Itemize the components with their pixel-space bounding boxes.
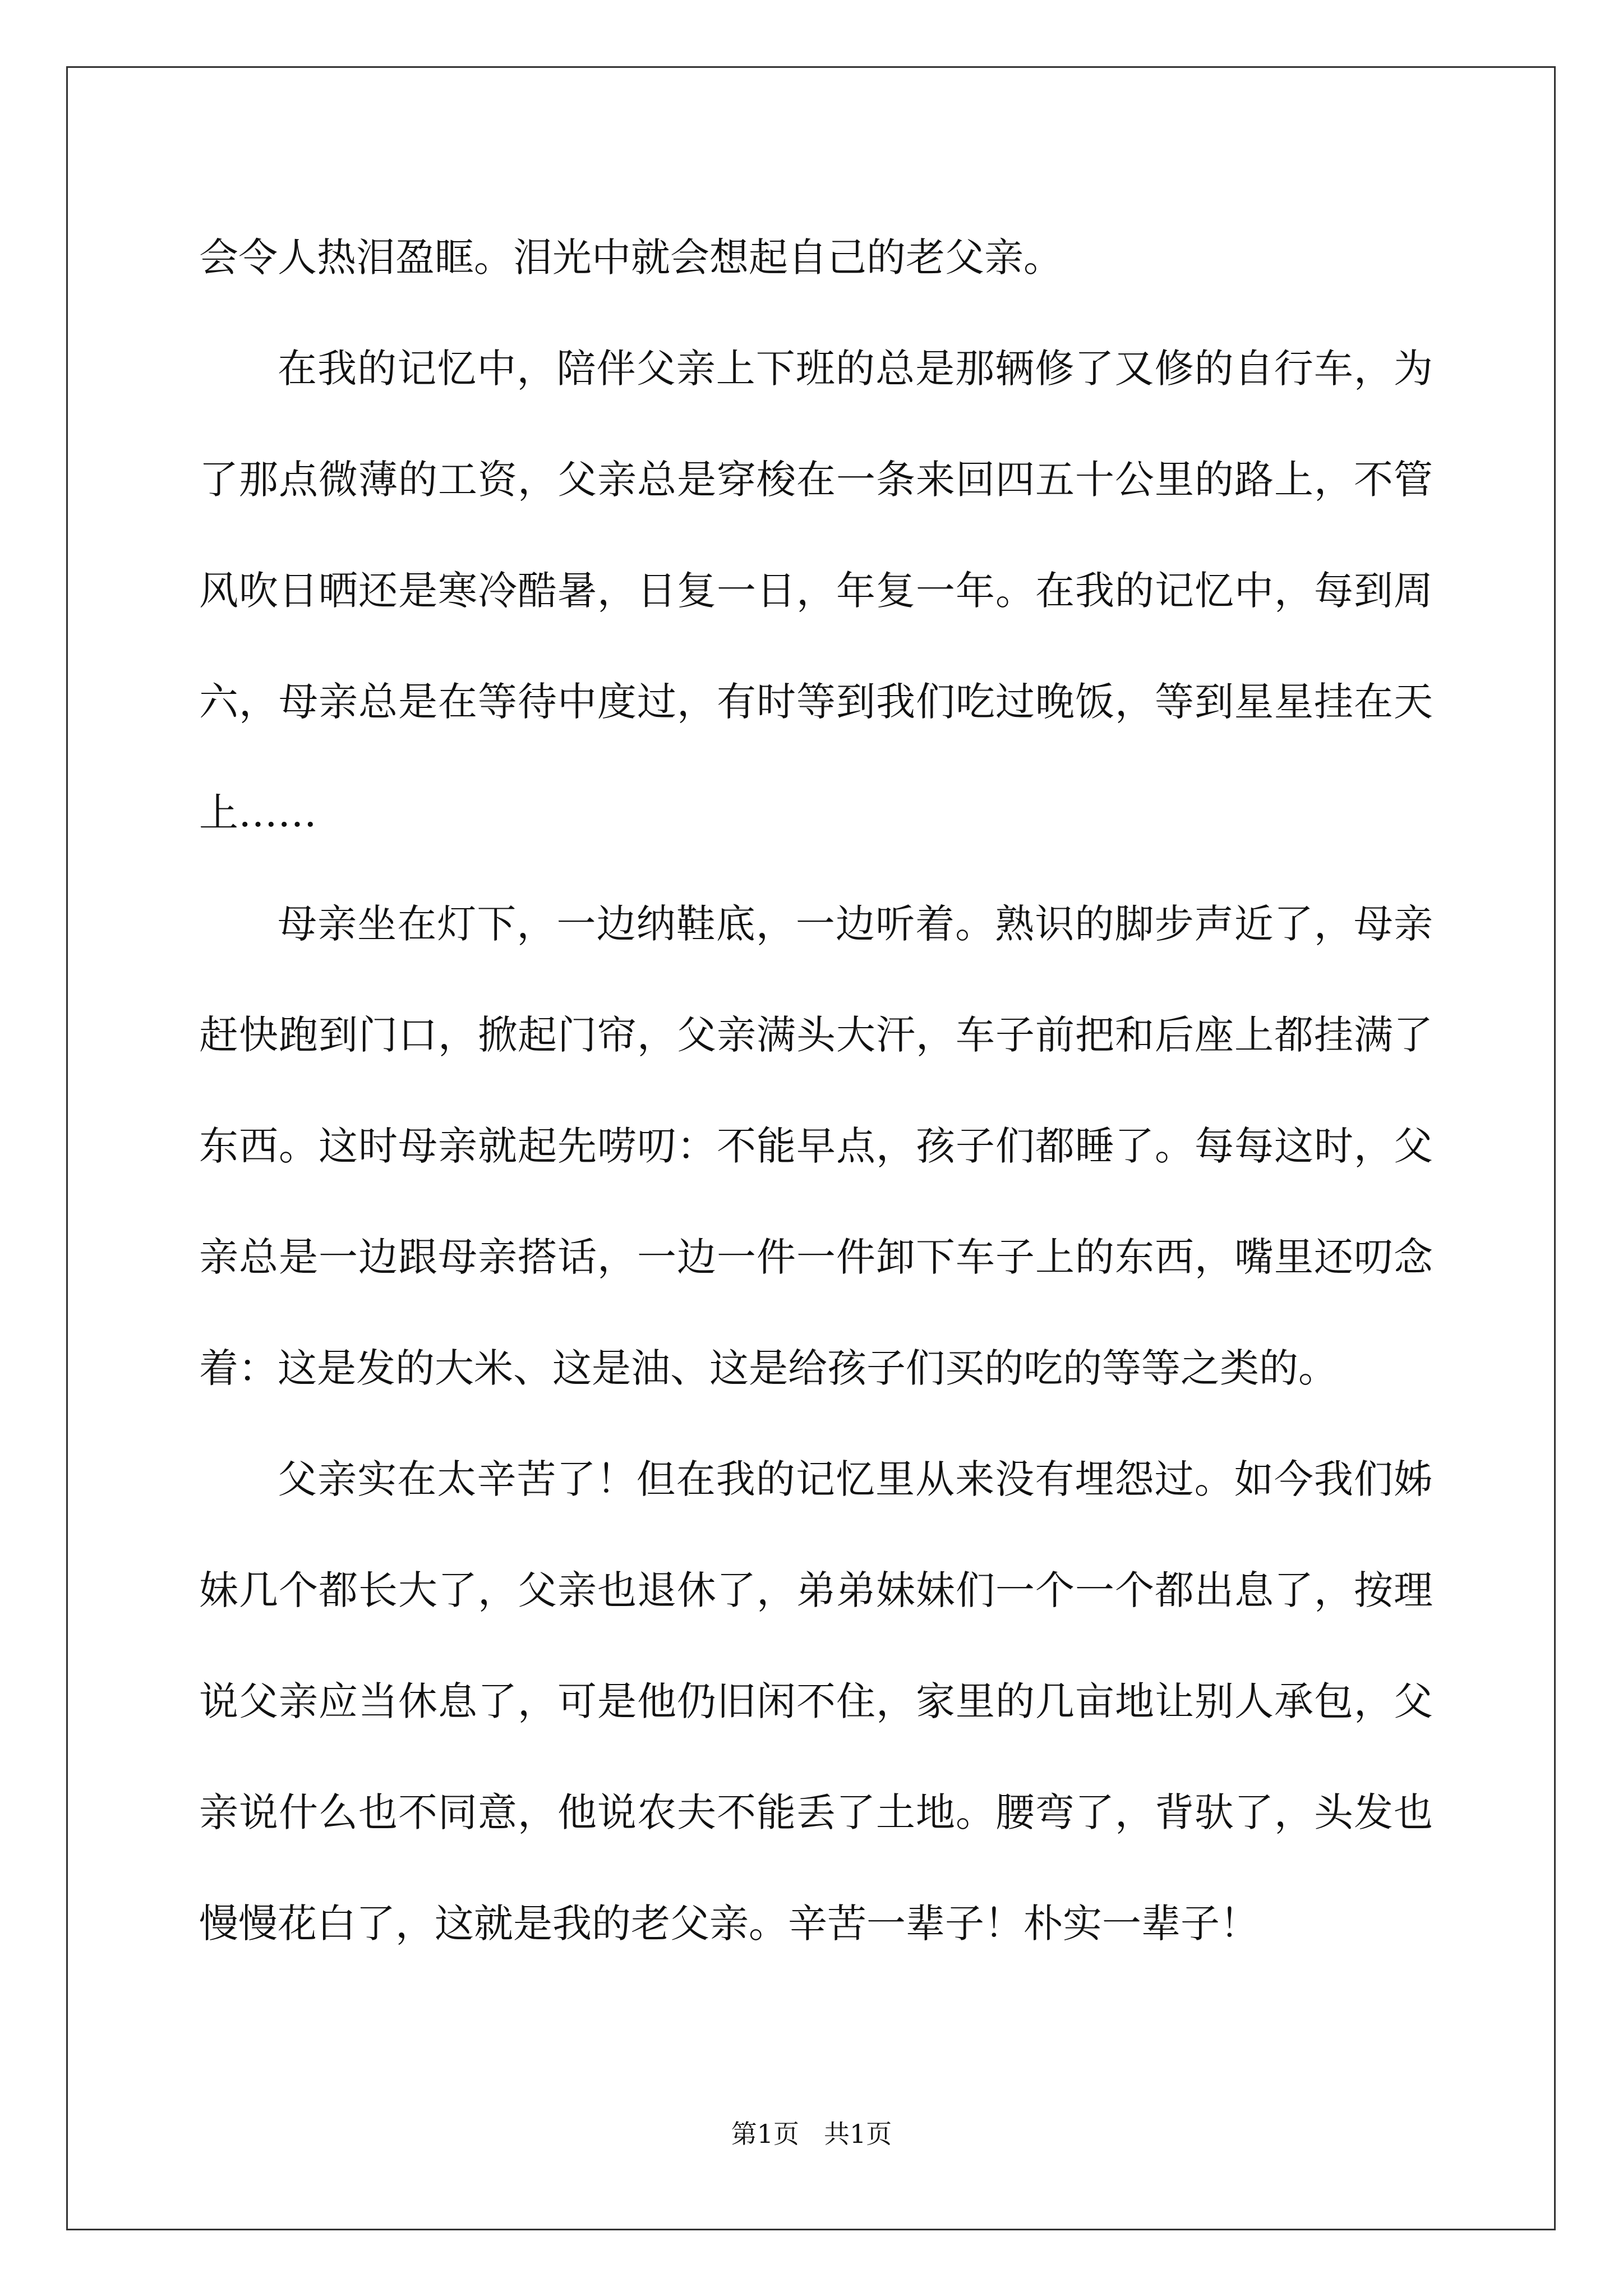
paragraph-2: 在我的记忆中，陪伴父亲上下班的总是那辆修了又修的自行车，为了那点微薄的工资，父亲总是穿梭在一条来回四五十公里的路上，不管风吹日晒还是寒冷酷暑，日复一日，年复一年。在我的记忆中，每到周六，母亲总是在等待中度过，有时等到我们吃过晚饭，等到星星挂在天上…… (199, 346, 1433, 836)
paragraph-1: 会令人热泪盈眶。泪光中就会想起自己的老父亲。 (199, 234, 1063, 280)
paragraph-4: 父亲实在太辛苦了！但在我的记忆里从来没有埋怨过。如今我们姊妹几个都长大了，父亲也退休了，弟弟妹妹们一个一个都出息了，按理说父亲应当休息了，可是他仍旧闲不住，家里的几亩地让别人承包，父亲说什么也不同意，他说农夫不能丢了土地。腰弯了，背驮了，头发也慢慢花白了，这就是我的老父亲。辛苦一辈子！朴实一辈子！ (199, 1456, 1433, 1947)
document-body (199, 202, 1433, 1979)
total-pages-label: 共1页 (823, 2119, 892, 2149)
page-footer (0, 2114, 1623, 2151)
paragraph-3: 母亲坐在灯下，一边纳鞋底，一边听着。熟识的脚步声近了，母亲赶快跑到门口，掀起门帘，父亲满头大汗，车子前把和后座上都挂满了东西。这时母亲就起先唠叨：不能早点，孩子们都睡了。每每这时，父亲总是一边跟母亲搭话，一边一件一件卸下车子上的东西，嘴里还叨念着：这是发的大米、这是油、这是给孩子们买的吃的等等之类的。 (199, 901, 1433, 1391)
current-page-label: 第1页 (731, 2119, 800, 2149)
